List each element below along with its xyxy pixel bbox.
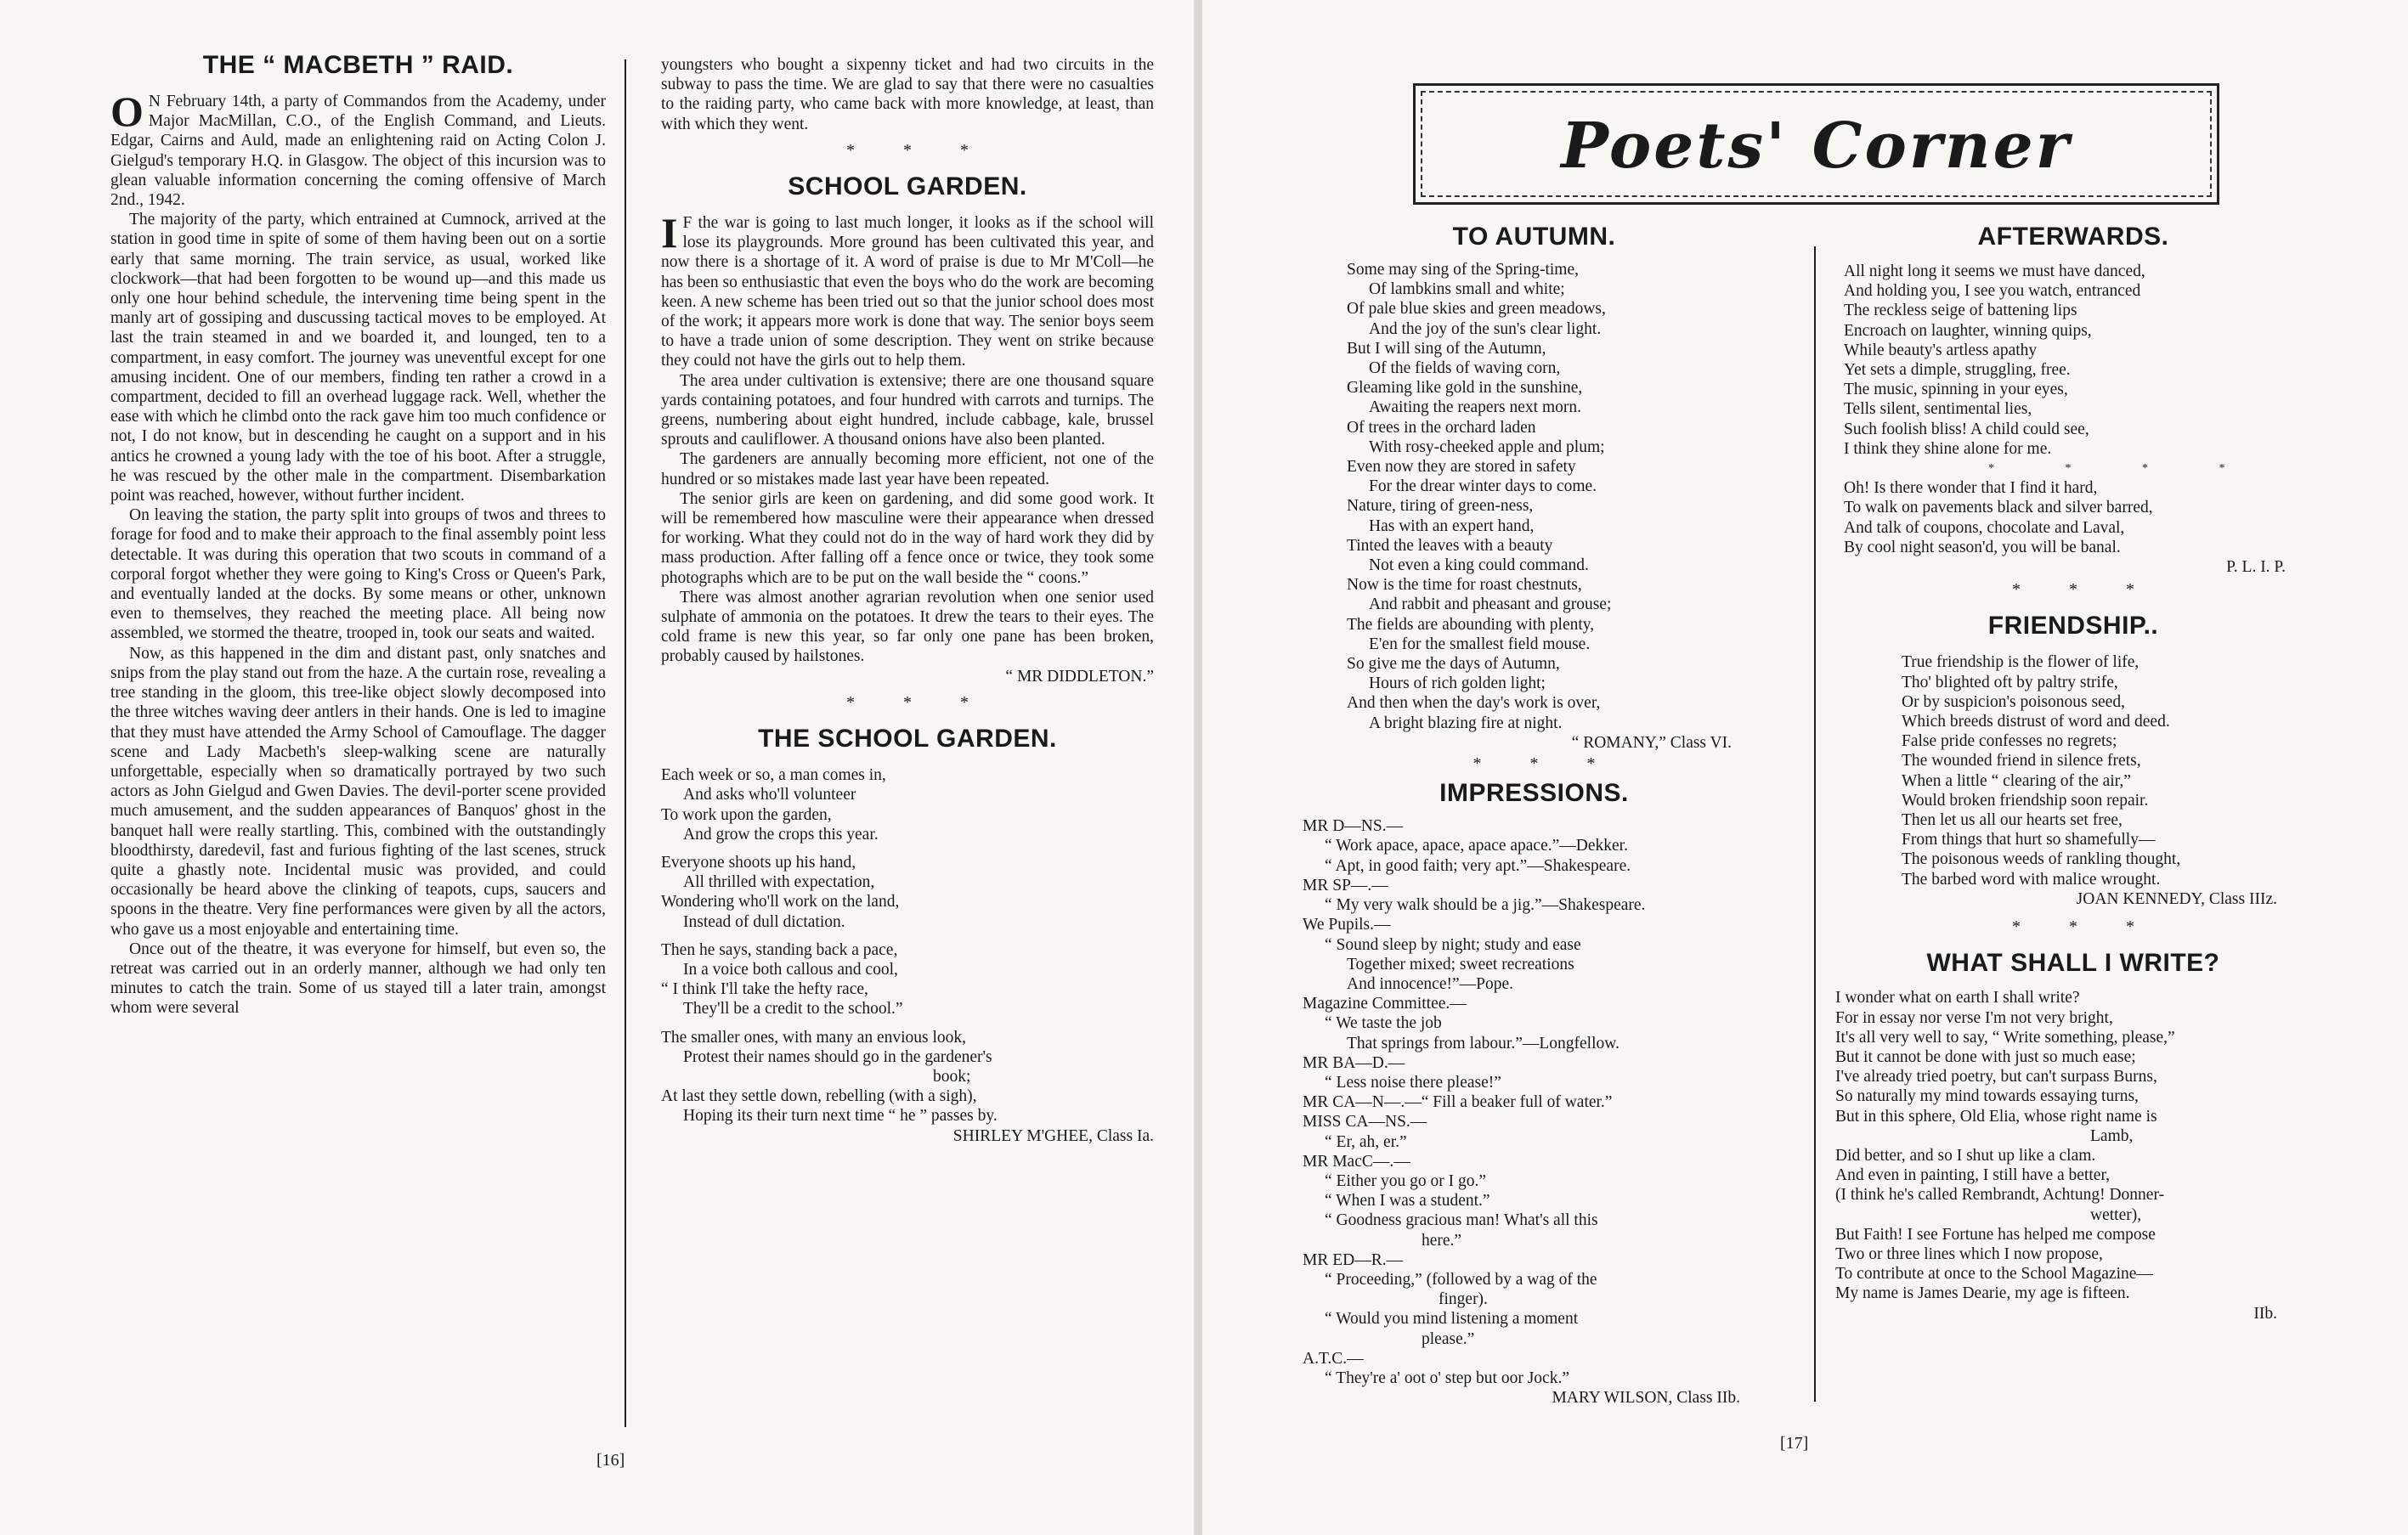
impressions-title: IMPRESSIONS. [1439,779,1629,808]
poets-corner-banner [1413,83,2219,205]
what-shall-i-write-poem [1835,988,2311,1303]
friendship-poem [1835,652,2311,889]
poem-line: While beauty's artless apathy [1844,341,2038,359]
garden-paragraph-5: There was almost another agrarian revolution when one senior used sulphate of ammonia on the potatoes. It drew the tears to their eyes. The cold frame is new this year, so far only one pane has been broken, probably caused by hailstones. [661,588,1154,666]
poem-line: Gleaming like gold in the sunshine, [1347,379,1583,398]
right-column-1 [1303,223,1766,1408]
impression-line: MR D—NS.— [1303,817,1404,836]
poem-line: Each week or so, a man comes in, [661,766,886,785]
poem-line: False pride confesses no regrets; [1902,732,2117,751]
poem-line: Not even a king could command. [1369,556,1589,575]
poem-line: And then when the day's work is over, [1347,694,1601,713]
macbeth-paragraph-1: N February 14th, a party of Commandos from the Academy, under Major MacMillan, C.O., of the English Command, and Lieuts. Edgar, Cairns and Auld, made an enlightening raid on Acting Colon J. Gielgud's temporary H.Q. in Glasgow. The object of this incursion was to glean valuable information concerning the coming offensive of March 2nd., 1942. [110,93,606,210]
poem-line: I wonder what on earth I shall write? [1835,989,2080,1007]
poem-line: Hoping its their turn next time “ he ” passes by. [683,1107,998,1126]
poem-line: Such foolish bliss! A child could see, [1844,420,2089,438]
afterwards-poem [1835,262,2311,557]
poem-line: Everyone shoots up his hand, [661,853,856,872]
page-gutter [1194,0,1202,1535]
garden-paragraph-4: The senior girls are keen on gardening, and did some good work. It will be remembered how masculine were their appearance when dressed for working. What they could not do in the way of hard work they did by mass production. After falling off a fence once or twice, they took some photographs which are to be put on the wall beside the “ coons.” [661,489,1154,587]
garden-dropcap: I [661,209,678,257]
poem-line: A bright blazing fire at night. [1369,714,1563,732]
poem-line: Which breeds distrust of word and deed. [1902,713,2170,731]
separator-stars: * * * [1472,754,1618,774]
impression-line: Together mixed; sweet recreations [1347,955,1574,973]
poem-line: And talk of coupons, chocolate and Laval, [1844,518,2125,537]
macbeth-paragraph-3: On leaving the station, the party split into groups of twos and threes to forage for food and to make their approach to the final assembly point less detectable. It was during this operation that two scouts in command of a corporal forgot whether they were going to King's Cross or Queen's Park, and eventually landed at the docks. By some means or other, unknown even to themselves, they reached the meeting place. All being now assembled, we stormed the theatre, trooped in, took our seats and waited. [110,506,606,643]
poem-line: “ I think I'll take the hefty race, [661,980,868,999]
impression-line: “ Sound sleep by night; study and ease [1325,935,1581,954]
poem-line: Of trees in the orchard laden [1347,418,1536,437]
poem-line: Of pale blue skies and green meadows, [1347,300,1606,319]
poem-line: Of lambkins small and white; [1369,280,1565,299]
separator-stars: * * * [2012,917,2156,937]
poem-line: Two or three lines which I now propose, [1835,1244,2103,1263]
macbeth-title: THE “ MACBETH ” RAID. [202,51,514,79]
left-column-rule [625,59,626,1427]
impression-line: “ Less noise there please!” [1325,1073,1501,1092]
poem-line: Then let us all our hearts set free, [1902,811,2123,830]
poem-line: Lamb, [2090,1126,2134,1145]
poem-line: And asks who'll volunteer [683,786,856,804]
poem-line: Of the fields of waving corn, [1369,359,1561,378]
poem-line: But in this sphere, Old Elia, whose right name is [1835,1107,2157,1126]
poets-corner-title: Poets' Corner [1561,110,2072,183]
iib-signature: IIb. [2253,1304,2277,1323]
to-autumn-title: TO AUTUMN. [1452,223,1616,251]
garden-paragraph-3: The gardeners are annually becoming more efficient, not one of the hundred or so mistakes made last year have been repeated. [661,450,1154,488]
poem-line: The barbed word with malice wrought. [1902,870,2161,889]
poem-line: It's all very well to say, “ Write something, please,” [1835,1028,2175,1047]
poem-line: All thrilled with expectation, [683,873,875,892]
separator-stars: * * * [2012,580,2156,600]
right-column-2 [1835,223,2311,1323]
impression-line: “ When I was a student.” [1325,1192,1490,1211]
poem-line: So naturally my mind towards essaying turns, [1835,1087,2139,1106]
separator-stars: * * * [846,692,991,712]
poem-line: To contribute at once to the School Magazine— [1835,1265,2153,1284]
poem-line: By cool night season'd, you will be banal. [1844,538,2121,556]
romany-signature: “ ROMANY,” Class VI. [1571,733,1732,752]
poem-line: I think they shine alone for me. [1844,439,2052,458]
poem-line: For in essay nor verse I'm not very bright, [1835,1008,2113,1027]
poem-line: Oh! Is there wonder that I find it hard, [1844,479,2098,498]
impression-line: That springs from labour.”—Longfellow. [1347,1034,1619,1052]
impression-line: finger). [1439,1290,1488,1309]
poem-line: Encroach on laughter, winning quips, [1844,321,2092,340]
poem-line: Hours of rich golden light; [1369,674,1546,693]
poem-line: book; [933,1067,971,1086]
poem-line: True friendship is the flower of life, [1902,653,2140,672]
macbeth-paragraph-5: Once out of the theatre, it was everyone for himself, but even so, the retreat was carried out in an orderly manner, although we had only ten minutes to catch the train. Some of us stayed till a later train, amongst whom were several [110,940,606,1018]
macbeth-paragraph-2: The majority of the party, which entrained at Cumnock, arrived at the station in good time in spite of some of them having been out on a sortie early that same morning. The train service, as usual, worked like clockwork—that had been forgotten to be wound up—and this made us only one hour behind schedule, the intervening time being spent in the manly art of gossiping and duscussing tactical moves to be employed. At last the train steamed in and we boarded it, and lounged, ten to a compartment, in easy comfort. The journey was uneventful except for one amusing incident. One of our members, finding ten rather a crowd in a compartment, decided to fill an overhead luggage rack. Well, whether the ease with which he climbd onto the rack gave him too much confidence or not, I do not know, but in descending he caught on a support and in his antics he crowned a young lady with the toe of his boot. After a struggle, he was rescued by the other male in the compartment. Disembarkation point was reached, however, without further incident. [110,211,606,505]
impression-line: MR BA—D.— [1303,1053,1405,1072]
joan-kennedy-signature: JOAN KENNEDY, Class IIIz. [2076,889,2277,908]
poem-line: Tells silent, sentimental lies, [1844,400,2032,419]
poem-line: They'll be a credit to the school.” [683,1000,903,1019]
poem-line: Instead of dull dictation. [683,912,845,931]
poem-line: Some may sing of the Spring-time, [1347,261,1579,279]
poem-line: Then he says, standing back a pace, [661,940,898,959]
poem-line: The reckless seige of battening lips [1844,302,2077,320]
plip-signature: P. L. I. P. [2226,558,2286,577]
friendship-title: FRIENDSHIP.. [1987,612,2159,641]
shirley-signature: SHIRLEY M'GHEE, Class Ia. [952,1126,1154,1145]
impression-line: MR SP—.— [1303,876,1388,894]
poem-line: To work upon the garden, [661,805,832,824]
impression-line: “ We taste the job [1325,1014,1442,1033]
macbeth-article [110,51,606,1019]
poem-line: (I think he's called Rembrandt, Achtung! Donner- [1835,1186,2165,1205]
poem-line: With rosy-cheeked apple and plum; [1369,437,1605,456]
impression-line: “ Apt, in good faith; very apt.”—Shakespeare. [1325,856,1631,875]
right-column-rule [1814,246,1816,1402]
macbeth-continuation: youngsters who bought a sixpenny ticket and had two circuits in the subway to pass the time. We are glad to say that there were no casualties to the raiding party, who came back with more knowledge, at least, than with which they went. [661,56,1154,133]
poem-line: But I will sing of the Autumn, [1347,339,1546,358]
macbeth-dropcap: O [110,87,144,135]
impressions-list [1303,816,1766,1388]
impression-line: “ Work apace, apace, apace apace.”—Dekker. [1325,837,1628,855]
poem-line: But Faith! I see Fortune has helped me compose [1835,1225,2156,1244]
afterwards-title: AFTERWARDS. [1977,223,2169,251]
poem-line: At last they settle down, rebelling (with a sigh), [661,1087,977,1106]
poem-line: And the joy of the sun's clear light. [1369,319,1602,338]
poem-line: Awaiting the reapers next morn. [1369,398,1582,417]
poem-line: The music, spinning in your eyes, [1844,381,2068,399]
poem-line: And rabbit and pheasant and grouse; [1369,595,1612,614]
poem-line: Protest their names should go in the gardener's [683,1047,992,1066]
poem-line: All night long it seems we must have danced, [1844,262,2145,280]
school-garden-poem [661,765,1154,1126]
poem-line: Wondering who'll work on the land, [661,893,900,911]
poem-line: When a little “ clearing of the air,” [1902,771,2131,790]
impression-line: “ My very walk should be a jig.”—Shakespeare. [1325,896,1646,915]
impression-line: MR MacC—.— [1303,1152,1410,1171]
garden-signature: “ MR DIDDLETON.” [1005,667,1154,686]
left-column-2 [661,55,1154,1146]
poem-line: So give me the days of Autumn, [1347,655,1560,674]
the-school-garden-title: THE SCHOOL GARDEN. [758,725,1057,753]
impression-line: here.” [1422,1231,1462,1250]
impression-line: “ Proceeding,” (followed by a wag of the [1325,1270,1597,1289]
poem-line: To walk on pavements black and silver barred, [1844,499,2153,517]
poem-line: Now is the time for roast chestnuts, [1347,576,1582,595]
garden-paragraph-1: F the war is going to last much longer, it looks as if the school will lose its playgrounds. More ground has been cultivated this year, and now there is a shortage of it. A word of praise is due to Mr M'Coll—he has been so enthusiastic that even the boys who do the work are becoming keen. A new scheme has been tried out so that the junior school does most of the work; it appears more work is done that way. The senior boys seem to have a trade union of some description. They went on strike because they could not have the girls out to help them. [661,214,1154,370]
impression-line: please.” [1422,1329,1475,1348]
poem-line: The fields are abounding with plenty, [1347,615,1595,634]
poem-line: Or by suspicion's poisonous seed, [1902,692,2125,711]
impression-line: Magazine Committee.— [1303,995,1467,1013]
poem-line: But it cannot be done with just so much ease; [1835,1047,2136,1066]
poem-line: In a voice both callous and cool, [683,960,898,979]
poem-line: I've already tried poetry, but can't surpass Burns, [1835,1068,2157,1086]
what-shall-i-write-title: WHAT SHALL I WRITE? [1926,949,2220,978]
poem-line: And grow the crops this year. [683,825,879,844]
poem-line: Even now they are stored in safety [1347,458,1576,477]
poem-line: Nature, tiring of green-ness, [1347,497,1534,516]
poem-line: The wounded friend in silence frets, [1902,752,2141,770]
impression-line: We Pupils.— [1303,916,1391,934]
poem-line: My name is James Dearie, my age is fifteen. [1835,1284,2130,1303]
impression-line: MR CA—N—.—“ Fill a beaker full of water.” [1303,1093,1613,1112]
impression-line: MR ED—R.— [1303,1250,1404,1269]
school-garden-title: SCHOOL GARDEN. [788,172,1027,201]
poem-line: Has with an expert hand, [1369,516,1535,535]
poem-line: E'en for the smallest field mouse. [1369,635,1591,653]
impression-line: And innocence!”—Pope. [1347,974,1514,993]
poem-line: And holding you, I see you watch, entranced [1844,282,2141,301]
separator-stars: * * * [846,140,991,160]
poem-stars: * * * * [1988,462,2259,476]
poem-line: Yet sets a dimple, struggling, free. [1844,361,2071,380]
poem-line: Tinted the leaves with a beauty [1347,536,1553,555]
impression-line: “ Goodness gracious man! What's all this [1325,1211,1598,1230]
poem-line: The smaller ones, with many an envious look, [661,1028,967,1047]
poem-line: wetter), [2090,1205,2142,1224]
impression-line: A.T.C.— [1303,1349,1364,1368]
poem-line: Would broken friendship soon repair. [1902,791,2149,810]
macbeth-paragraph-4: Now, as this happened in the dim and distant past, only snatches and snips from the play stand out from the haze. A the curtain rose, revealing a tree standing in the gloom, this tree-like object slowly decomposed into the three witches waving deer antlers in their hands. One is led to imagine that they must have attended the Army School of Camouflage. The dagger scene and Lady Macbeth's sleep-walking scene are naturally unforgettable, especially when so dramatically portrayed by two such actors as John Gielgud and Gwen Davies. The devil-porter scene provided much amusement, and the sudden appearances of Banquos' ghost in the banquet hall were really startling. This, combined with the outstandingly bloodthirsty, daredevil, fast and furious fighting of the last scenes, struck quite a ghastly note. Incidental music was provided, and could occasionally be heard above the clinking of teapots, cups, saucers and spoons in the theatre. Very fine performances were given by all the actors, who gave us a most enjoyable and entertaining time. [110,644,606,939]
page-number-left: [16] [596,1451,625,1470]
poem-line: Did better, and so I shut up like a clam. [1835,1146,2096,1165]
mary-wilson-signature: MARY WILSON, Class IIb. [1552,1389,1740,1408]
impression-line: MISS CA—NS.— [1303,1113,1427,1131]
page-number-right: [17] [1780,1434,1809,1453]
poem-line: Tho' blighted oft by paltry strife, [1902,673,2118,691]
impression-line: “ Either you go or I go.” [1325,1171,1487,1190]
garden-paragraph-2: The area under cultivation is extensive; there are one thousand square yards containing potatoes, and four hundred with carrots and turnips. The greens, numbering about eight hundred, include cabbage, kale, brussel sprouts and cauliflower. A thousand onions have also been planted. [661,371,1154,449]
impression-line: “ Would you mind listening a moment [1325,1310,1579,1329]
to-autumn-poem [1303,260,1766,733]
poem-line: From things that hurt so shamefully— [1902,831,2156,849]
impression-line: “ Er, ah, er.” [1325,1132,1407,1151]
poem-line: And even in painting, I still have a better, [1835,1166,2111,1185]
impression-line: “ They're a' oot o' step but oor Jock.” [1325,1369,1569,1387]
poem-line: For the drear winter days to come. [1369,477,1597,496]
poem-line: The poisonous weeds of rankling thought, [1902,850,2181,869]
